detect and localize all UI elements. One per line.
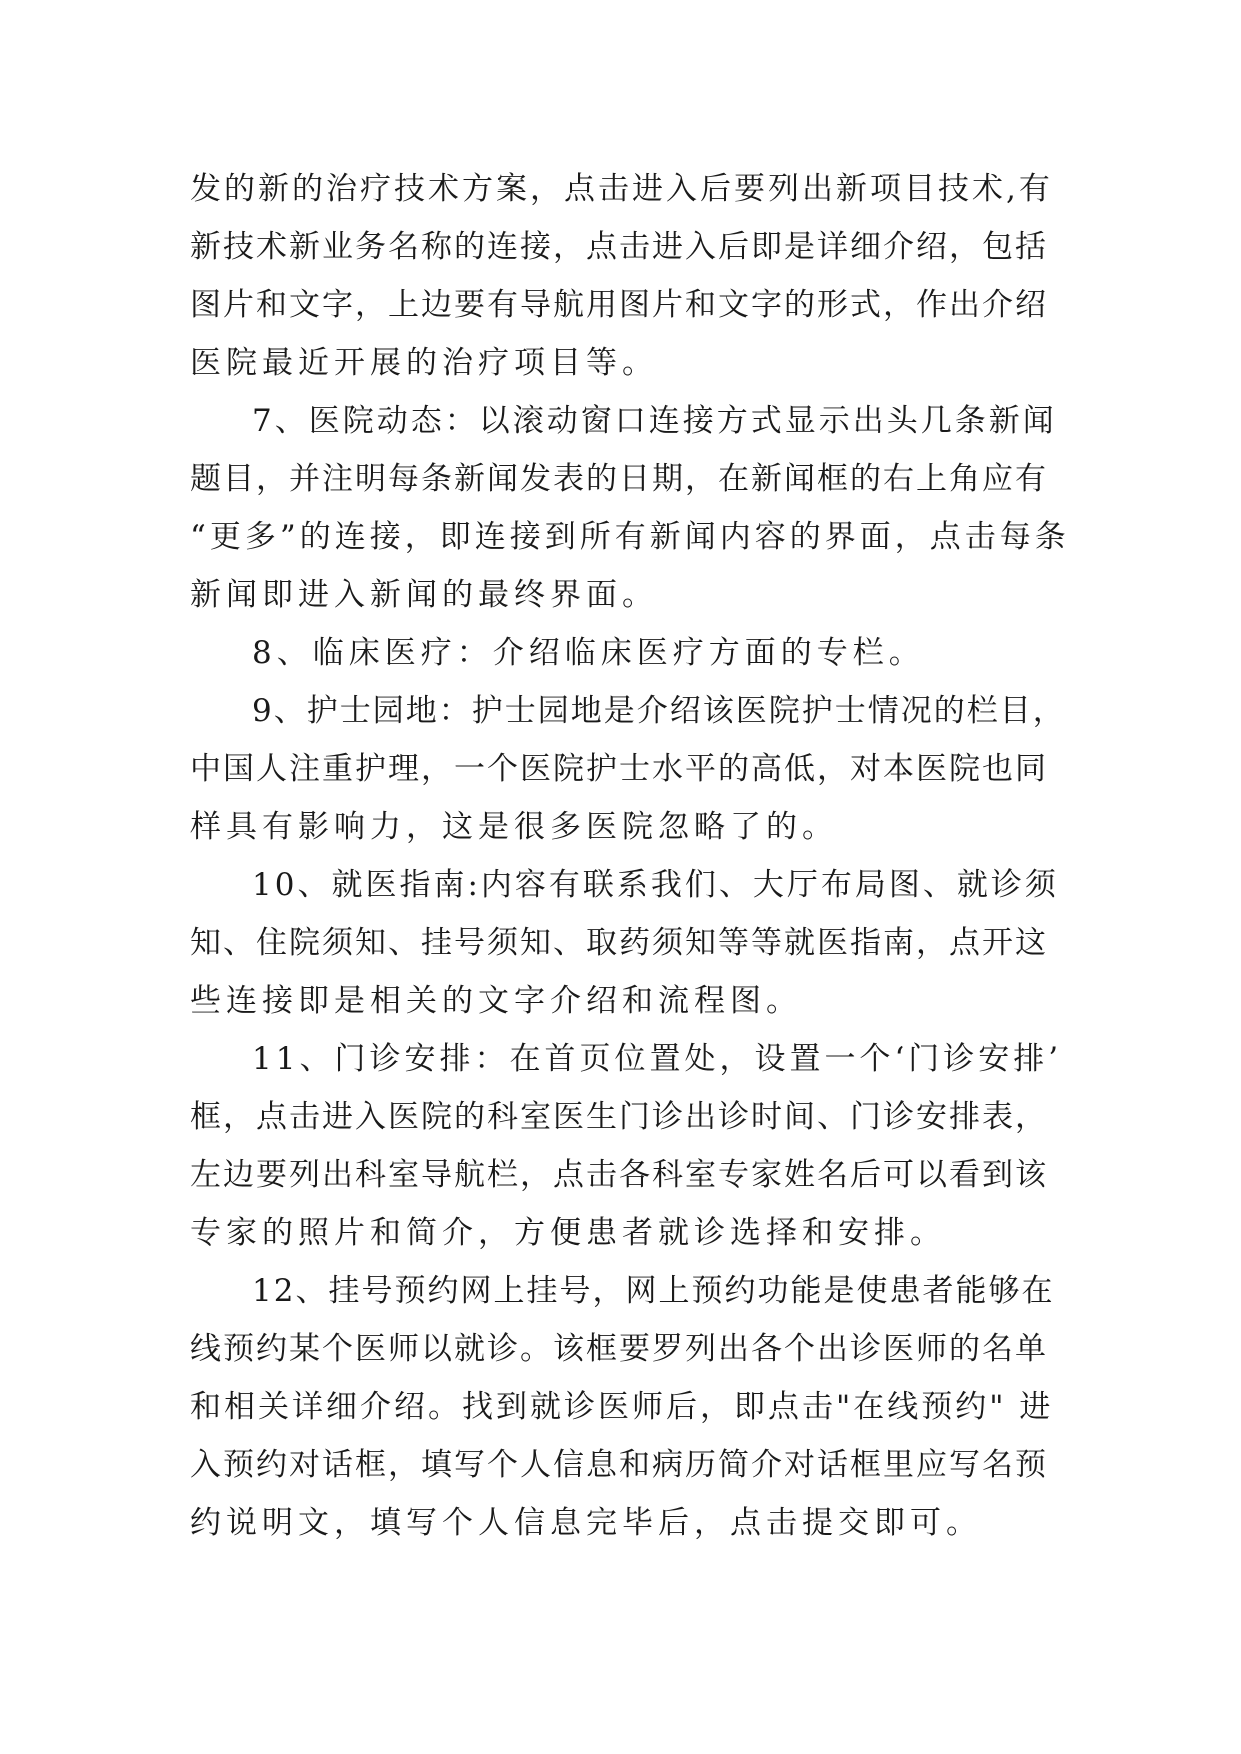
paragraph-12-start: 12、挂号预约网上挂号，网上预约功能是使患者能够在 — [252, 1273, 1055, 1309]
text-line: 新技术新业务名称的连接，点击进入后即是详细介绍，包括 — [190, 229, 1048, 265]
text-line: 和相关详细介绍。找到就诊医师后，即点击"在线预约" 进 — [190, 1389, 1054, 1425]
text-line: 题目，并注明每条新闻发表的日期，在新闻框的右上角应有 — [190, 461, 1048, 497]
document-page — [190, 160, 1070, 1552]
text-line: 约说明文，填写个人信息完毕后，点击提交即可。 — [190, 1505, 982, 1541]
paragraph-9-start: 9、护士园地：护士园地是介绍该医院护士情况的栏目， — [252, 693, 1066, 729]
text-line: 医院最近开展的治疗项目等。 — [190, 345, 658, 381]
text-line: 发的新的治疗技术方案，点击进入后要列出新项目技术,有 — [190, 171, 1053, 207]
paragraph-10-start: 10、就医指南:内容有联系我们、大厅布局图、就诊须 — [252, 867, 1059, 903]
paragraph-8-start: 8、临床医疗：介绍临床医疗方面的专栏。 — [252, 635, 925, 671]
text-line: 中国人注重护理，一个医院护士水平的高低，对本医院也同 — [190, 751, 1048, 787]
text-line: 样具有影响力，这是很多医院忽略了的。 — [190, 809, 838, 845]
text-line: 左边要列出科室导航栏，点击各科室专家姓名后可以看到该 — [190, 1157, 1048, 1193]
text-line: 知、住院须知、挂号须知、取药须知等等就医指南，点开这 — [190, 925, 1048, 961]
paragraph-11-start: 11、门诊安排：在首页位置处，设置一个‘门诊安排’ — [252, 1041, 1063, 1077]
text-line: “更多”的连接，即连接到所有新闻内容的界面，点击每条 — [190, 519, 1070, 555]
paragraph-7-start: 7、医院动态：以滚动窗口连接方式显示出头几条新闻 — [252, 403, 1057, 439]
text-line: 些连接即是相关的文字介绍和流程图。 — [190, 983, 802, 1019]
text-line: 新闻即进入新闻的最终界面。 — [190, 577, 658, 613]
text-line: 线预约某个医师以就诊。该框要罗列出各个出诊医师的名单 — [190, 1331, 1048, 1367]
text-line: 图片和文字，上边要有导航用图片和文字的形式，作出介绍 — [190, 287, 1048, 323]
text-line: 入预约对话框，填写个人信息和病历简介对话框里应写名预 — [190, 1447, 1048, 1483]
text-line: 框，点击进入医院的科室医生门诊出诊时间、门诊安排表， — [190, 1099, 1048, 1135]
text-line: 专家的照片和简介，方便患者就诊选择和安排。 — [190, 1215, 946, 1251]
